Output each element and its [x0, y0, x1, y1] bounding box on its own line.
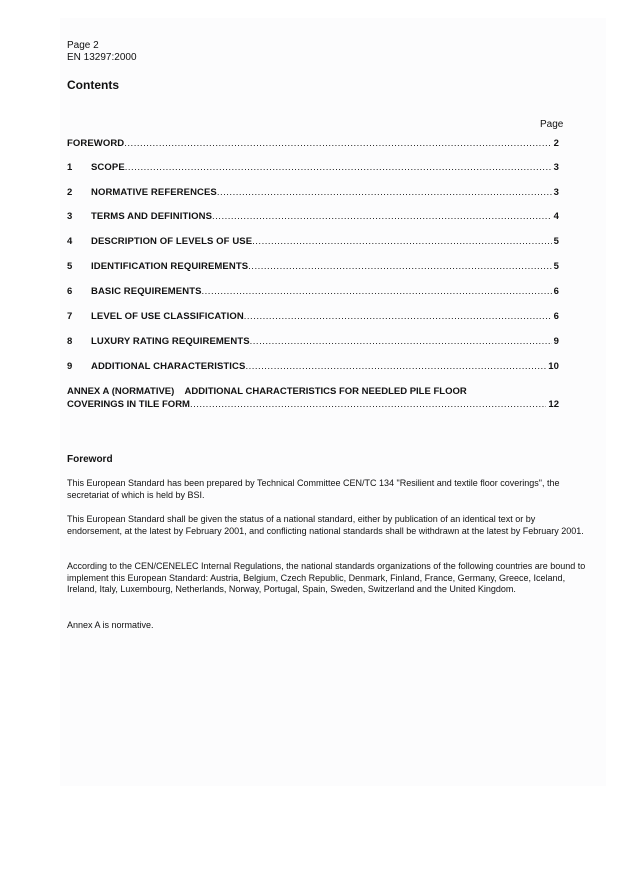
toc-entry-title: TERMS AND DEFINITIONS: [91, 211, 213, 222]
contents-heading: Contents: [67, 78, 119, 92]
toc-entry-title: ADDITIONAL CHARACTERISTICS: [91, 361, 246, 372]
toc-entry[interactable]: [67, 211, 559, 222]
toc-entry-number: 2: [67, 187, 73, 198]
toc-entry-page: 4: [553, 211, 559, 222]
toc-annex-entry[interactable]: [67, 385, 559, 411]
toc-entry-page: 10: [548, 361, 559, 372]
annex-title-line2: COVERINGS IN TILE FORM: [67, 399, 190, 410]
toc-entry-number: 7: [67, 311, 73, 322]
foreword-heading: Foreword: [67, 454, 113, 465]
toc-entry-title: IDENTIFICATION REQUIREMENTS: [91, 261, 249, 272]
toc-entry-title: DESCRIPTION OF LEVELS OF USE: [91, 236, 253, 247]
toc-entry-title: LEVEL OF USE CLASSIFICATION: [91, 311, 244, 322]
toc-leader-dots: [248, 261, 551, 272]
toc-entry[interactable]: [67, 361, 559, 372]
toc-leader-dots: [244, 311, 552, 322]
annex-title-line1: ANNEX A (NORMATIVE) ADDITIONAL CHARACTERISTICS FOR NEEDLED PILE FLOOR: [67, 386, 467, 397]
toc-leader-dots: [245, 361, 546, 372]
toc-entry-page: 2: [553, 138, 559, 149]
toc-leader-dots: [212, 211, 552, 222]
toc-entry-number: 9: [67, 361, 73, 372]
toc-entry-title: NORMATIVE REFERENCES: [91, 187, 217, 198]
toc-entry-title: BASIC REQUIREMENTS: [91, 286, 202, 297]
toc-entry-page: 6: [553, 311, 559, 322]
standard-number: EN 13297:2000: [67, 52, 137, 63]
toc-entry-number: 3: [67, 211, 73, 222]
toc-entry[interactable]: [67, 336, 559, 347]
toc-entry-number: 4: [67, 236, 73, 247]
toc-leader-dots: [124, 138, 551, 149]
toc-entry-number: 8: [67, 336, 73, 347]
toc-entry-number: 6: [67, 286, 73, 297]
toc-entry-page: 3: [553, 187, 559, 198]
toc-entry-title: LUXURY RATING REQUIREMENTS: [91, 336, 250, 347]
toc-entry-title: SCOPE: [91, 162, 125, 173]
toc-leader-dots: [217, 187, 552, 198]
toc-leader-dots: [125, 162, 552, 173]
toc-entry[interactable]: [67, 236, 559, 247]
annex-page-number: 12: [548, 399, 559, 410]
toc-entry[interactable]: [67, 187, 559, 198]
toc-entry[interactable]: [67, 138, 559, 149]
foreword-paragraph: Annex A is normative.: [67, 620, 154, 630]
toc-entry-number: 5: [67, 261, 73, 272]
toc-leader-dots: [190, 398, 546, 411]
page-column-heading: Page: [540, 119, 564, 130]
page-number-label: Page 2: [67, 40, 99, 51]
toc-leader-dots: [252, 236, 551, 247]
toc-entry-page: 6: [553, 286, 559, 297]
foreword-paragraph: According to the CEN/CENELEC Internal Regulations, the national standards organizations of the following countries are bound to implement this European Standard: Austria, Belgium, Czech Republic, Denmark, Finland, France, Germany, Greece, Iceland, Ireland, Italy, Luxembourg, Netherlands, Norway, Portugal, Spain, Sweden, Switzerland and the United Kingdom.: [67, 561, 586, 594]
toc-entry[interactable]: [67, 162, 559, 173]
toc-leader-dots: [250, 336, 552, 347]
foreword-paragraph: This European Standard shall be given the status of a national standard, either by publication of an identical text or by endorsement, at the latest by February 2001, and conflicting national standards shall be withdrawn at the latest by February 2001.: [67, 514, 584, 536]
toc-entry-page: 9: [553, 336, 559, 347]
toc-leader-dots: [202, 286, 552, 297]
toc-entry-number: 1: [67, 162, 73, 173]
toc-entry[interactable]: [67, 286, 559, 297]
toc-entry-title: FOREWORD: [67, 138, 125, 149]
toc-entry[interactable]: [67, 261, 559, 272]
toc-entry-page: 5: [553, 236, 559, 247]
foreword-paragraph: This European Standard has been prepared by Technical Committee CEN/TC 134 "Resilient and textile floor coverings", the secretariat of which is held by BSI.: [67, 478, 560, 500]
toc-entry[interactable]: [67, 311, 559, 322]
toc-entry-page: 5: [553, 261, 559, 272]
toc-entry-page: 3: [553, 162, 559, 173]
page-header: [67, 40, 137, 64]
